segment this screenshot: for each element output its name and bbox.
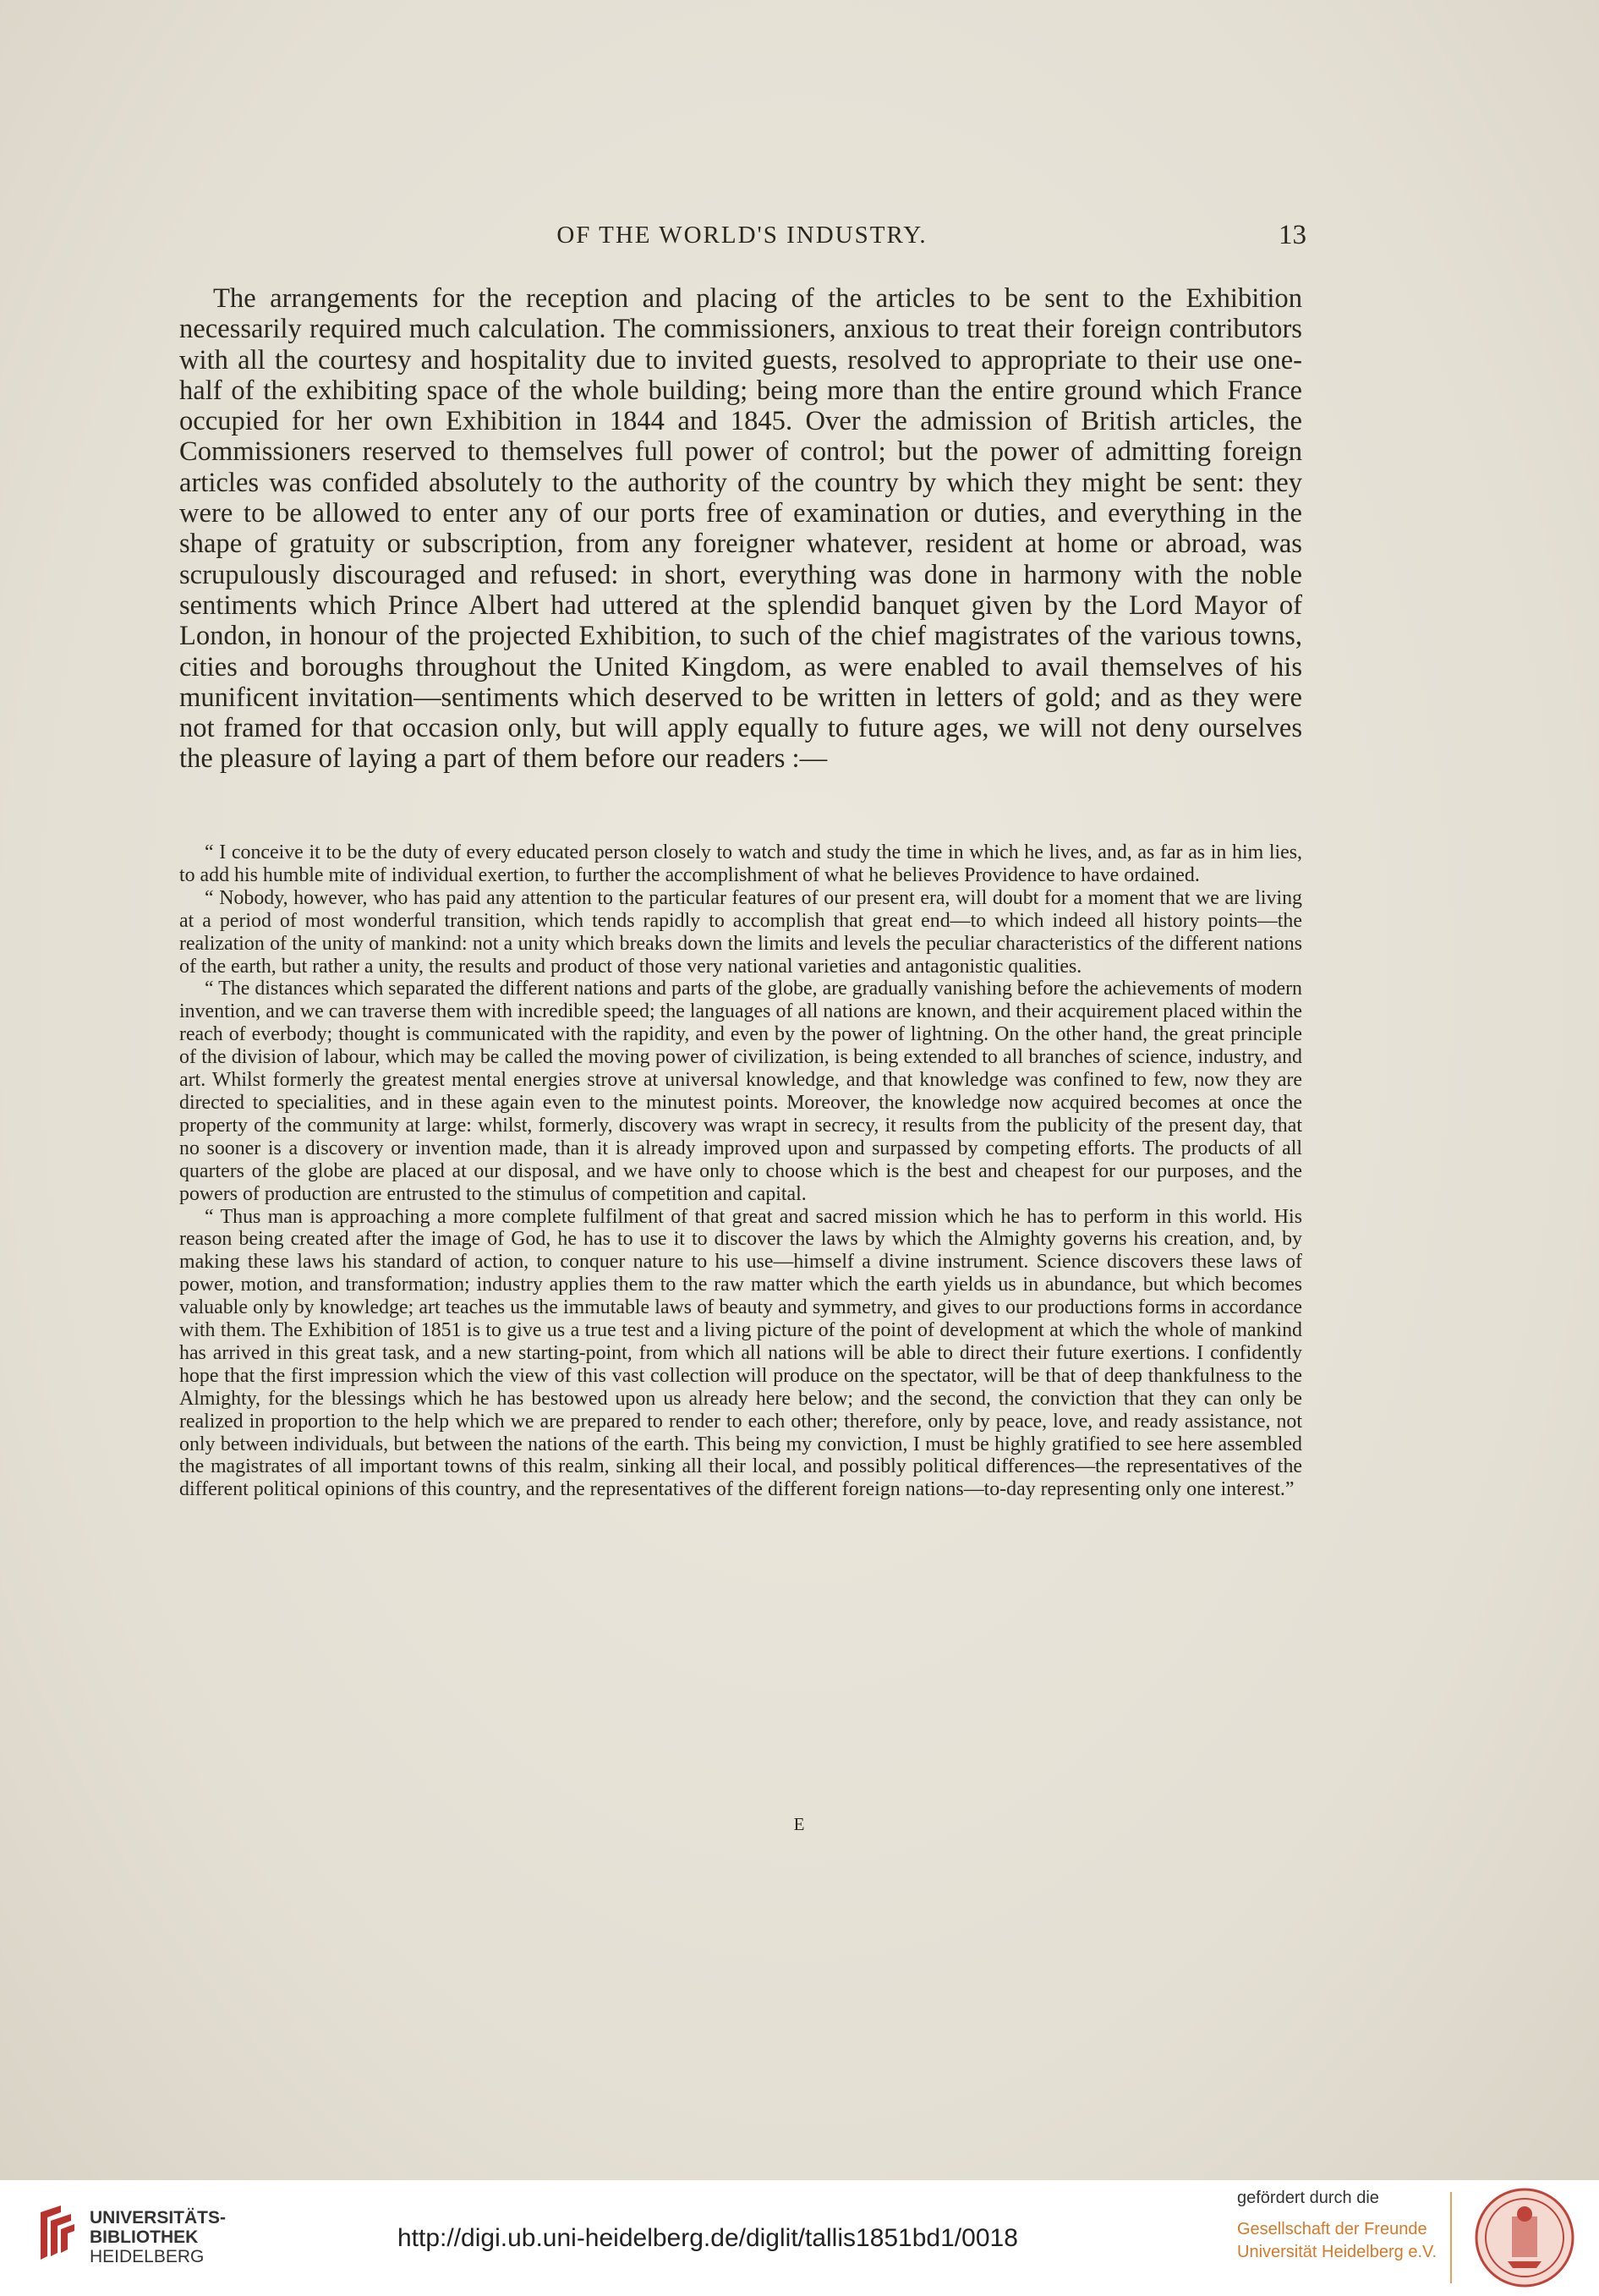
sponsor-line: Gesellschaft der Freunde [1237,2220,1427,2238]
library-name [90,2208,226,2266]
footer-bar [0,2180,1599,2296]
support-label: gefördert durch die [1237,2189,1379,2207]
permalink-url[interactable]: http://digi.ub.uni-heidelberg.de/diglit/tallis1851bd1/0018 [397,2224,1018,2252]
university-seal-icon [1474,2187,1575,2288]
quoted-speech [179,841,1302,1501]
quote-paragraph: “ Thus man is approaching a more complete fulfilment of that great and sacred mission which he has to perform in this world. His reason being created after the image of God, he has to use it to discover the laws by which the Almighty governs his creation, and, by making these laws his standard of action, to conquer nature to his use—himself a divine instrument. Science discovers these laws of power, motion, and transformation; industry applies them to the raw matter which the earth yields us in abundance, but which becomes valuable only by knowledge; art teaches us the immutable laws of beauty and symmetry, and gives to our productions forms in accordance with them. The Exhibition of 1851 is to give us a true test and a living picture of the point of development at which the whole of mankind has arrived in this great task, and a new starting-point, from which all nations will be able to direct their future exertions. I confidently hope that the first impression which the view of this vast collection will produce on the spectator, will be that of deep thankfulness to the Almighty, for the blessings which he has bestowed upon us already here below; and the second, the conviction that they can only be realized in proportion to the help which we are prepared to render to each other; therefore, only by peace, love, and ready assistance, not only between individuals, but between the nations of the earth. This being my conviction, I must be highly gratified to see here assembled the magistrates of all important towns of this realm, sinking all their local, and possibly political differences—the representatives of the different political opinions of this country, and the representatives of the different foreign nations—to-day representing only one interest.” [179,1205,1302,1501]
quote-paragraph: “ The distances which separated the different nations and parts of the globe, are gradually vanishing before the achievements of modern invention, and we can traverse them with incredible speed; the languages of all nations are known, and their acquirement placed within the reach of everbody; thought is communicated with the rapidity, and even by the power of lightning. On the other hand, the great principle of the division of labour, which may be called the moving power of civilization, is being extended to all branches of science, industry, and art. Whilst formerly the greatest mental energies strove at universal knowledge, and that knowledge was confined to few, now they are directed to specialities, and in these again even to the minutest points. Moreover, the knowledge now acquired becomes at once the property of the community at large: whilst, formerly, discovery was wrapt in secrecy, it results from the publicity of the present day, that no sooner is a discovery or invention made, than it is already improved upon and surpassed by competing efforts. The products of all quarters of the globe are placed at our disposal, and we have only to choose which is the best and cheapest for our purposes, and the powers of production are entrusted to the stimulus of competition and capital. [179,978,1302,1205]
sponsor-line: Universität Heidelberg e.V. [1237,2243,1437,2261]
library-logo-icon [36,2204,78,2263]
sponsor-name [1237,2218,1437,2264]
library-name-line: HEIDELBERG [90,2247,205,2266]
footer-divider [1450,2192,1452,2283]
main-paragraph: The arrangements for the reception and placing of the articles to be sent to the Exhibition necessarily required much calculation. The commissioners, anxious to treat their foreign contributors with all the courtesy and hospitality due to invited guests, resolved to appropriate to their use one-half of the exhibiting space of the whole building; being more than the entire ground which France occupied for her own Exhibition in 1844 and 1845. Over the admission of British articles, the Commissioners reserved to themselves full power of control; but the power of admitting foreign articles was confided absolutely to the authority of the country by which they might be sent: they were to be allowed to enter any of our ports free of examination or duties, and everything in the shape of gratuity or subscription, from any foreigner whatever, resident at home or abroad, was scrupulously discouraged and refused: in short, everything was done in harmony with the noble sentiments which Prince Albert had uttered at the splendid banquet given by the Lord Mayor of London, in honour of the projected Exhibition, to such of the chief magistrates of the various towns, cities and boroughs throughout the United Kingdom, as were enabled to avail themselves of his munificent invitation—sentiments which deserved to be written in letters of gold; and as they were not framed for that occasion only, but will apply equally to future ages, we will not deny ourselves the pleasure of laying a part of them before our readers :— [179,283,1302,775]
quote-paragraph: “ Nobody, however, who has paid any attention to the particular features of our present era, will doubt for a moment that we are living at a period of most wonderful transition, which tends rapidly to accomplish that great end—to which indeed all history points—the realization of the unity of mankind: not a unity which breaks down the limits and levels the peculiar characteristics of the different nations of the earth, but rather a unity, the results and product of those very national varieties and antagonistic qualities. [179,886,1302,978]
library-name-line: BIBLIOTHEK [90,2228,199,2247]
library-name-line: UNIVERSITÄTS- [90,2208,227,2228]
signature-mark: E [793,1814,806,1834]
running-head [178,222,1306,255]
running-title: OF THE WORLD'S INDUSTRY. [556,222,928,249]
quote-paragraph: “ I conceive it to be the duty of every educated person closely to watch and study the time in which he lives, and, as far as in him lies, to add his humble mite of individual exertion, to further the accomplishment of what he believes Providence to have ordained. [179,841,1302,886]
page-number: 13 [1279,220,1306,250]
